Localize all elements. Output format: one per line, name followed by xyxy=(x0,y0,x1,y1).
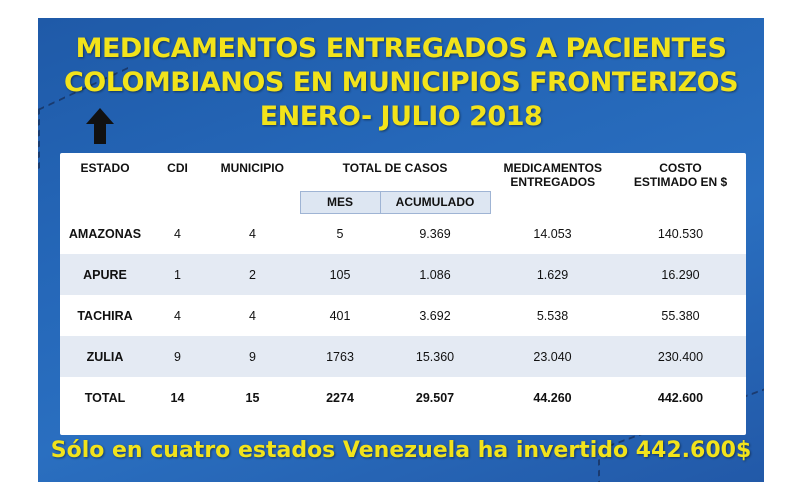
cell-estado: APURE xyxy=(60,254,150,295)
cell-costo: 55.380 xyxy=(661,308,700,323)
header-medicamentos xyxy=(490,153,615,213)
table-row xyxy=(60,295,746,336)
cell-acumulado: 1.086 xyxy=(380,254,490,295)
data-table xyxy=(60,153,746,418)
cell-cdi: 4 xyxy=(174,308,181,323)
slide xyxy=(38,18,764,482)
title-line-3: ENERO- JULIO 2018 xyxy=(259,101,543,132)
cell-cdi: 4 xyxy=(174,226,181,241)
total-estado: TOTAL xyxy=(84,390,126,405)
footer-caption: Sólo en cuatro estados Venezuela ha invertido 442.600$ xyxy=(50,438,752,463)
cell-medicamentos: 1.629 xyxy=(490,254,615,295)
header-cdi: CDI xyxy=(167,161,188,175)
header-medicamentos-line1: MEDICAMENTOS xyxy=(503,161,602,175)
cell-municipio: 2 xyxy=(205,254,300,295)
cell-acumulado: 3.692 xyxy=(419,308,451,323)
header-mes: MES xyxy=(300,191,380,213)
title-line-2: COLOMBIANOS EN MUNICIPIOS FRONTERIZOS xyxy=(63,67,739,98)
title-line-1: MEDICAMENTOS ENTREGADOS A PACIENTES xyxy=(75,33,727,64)
total-mes: 2274 xyxy=(326,390,354,405)
cell-costo: 140.530 xyxy=(657,226,704,241)
cell-estado: TACHIRA xyxy=(77,308,133,323)
total-medicamentos: 44.260 xyxy=(533,390,572,405)
cell-costo: 16.290 xyxy=(615,254,746,295)
data-table-card xyxy=(60,153,746,435)
cell-mes: 5 xyxy=(336,226,344,241)
table-row xyxy=(60,336,746,377)
total-costo: 442.600 xyxy=(657,390,704,405)
cell-costo: 230.400 xyxy=(615,336,746,377)
cell-cdi: 1 xyxy=(150,254,205,295)
header-acumulado: ACUMULADO xyxy=(380,191,490,213)
table-row xyxy=(60,254,746,295)
cell-cdi: 9 xyxy=(150,336,205,377)
cell-estado: AMAZONAS xyxy=(68,226,142,241)
header-costo-line2: ESTIMADO EN $ xyxy=(633,175,728,189)
cell-mes: 105 xyxy=(300,254,380,295)
header-medicamentos-line2: ENTREGADOS xyxy=(510,175,596,189)
total-row xyxy=(60,377,746,418)
cell-acumulado: 9.369 xyxy=(419,226,451,241)
cell-mes: 401 xyxy=(329,308,351,323)
header-municipio: MUNICIPIO xyxy=(220,161,284,175)
cell-acumulado: 15.360 xyxy=(380,336,490,377)
total-acumulado: 29.507 xyxy=(415,390,455,405)
total-municipio: 15 xyxy=(245,390,260,405)
cell-medicamentos: 5.538 xyxy=(536,308,569,323)
cell-medicamentos: 23.040 xyxy=(490,336,615,377)
cell-municipio: 4 xyxy=(249,308,256,323)
header-costo-line1: COSTO xyxy=(659,161,702,175)
header-estado: ESTADO xyxy=(80,161,130,175)
cell-municipio: 4 xyxy=(249,226,256,241)
header-costo xyxy=(615,153,746,213)
cell-municipio: 9 xyxy=(205,336,300,377)
table-row xyxy=(60,213,746,254)
page-title xyxy=(38,32,764,134)
header-total-casos: TOTAL DE CASOS xyxy=(342,161,448,175)
cell-medicamentos: 14.053 xyxy=(533,226,572,241)
cell-estado: ZULIA xyxy=(60,336,150,377)
cell-mes: 1763 xyxy=(300,336,380,377)
total-cdi: 14 xyxy=(170,390,185,405)
